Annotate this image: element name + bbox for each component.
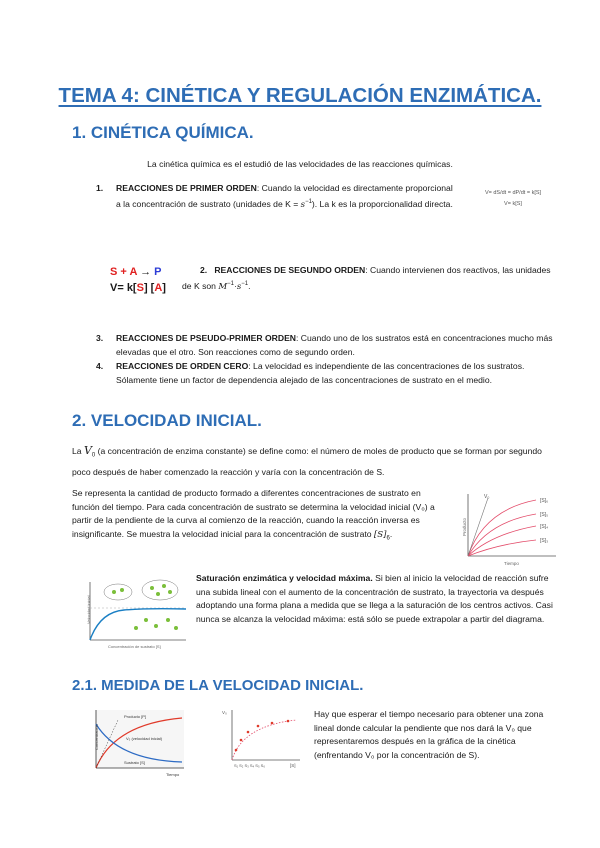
y-axis-label: Producto [462, 517, 467, 536]
first-order-equation-figure: V= dS/dt = dP/dt = k[S] V= k[S] [484, 190, 542, 207]
substrate-dot-icon [154, 624, 158, 628]
data-point [247, 731, 250, 734]
section-heading-cinetica: 1. CINÉTICA QUÍMICA. [72, 123, 254, 142]
v0-definition-paragraph: La $V_0$ (a concentración de enzima constante) se define como: el número de moles de producto que se forman por segundo poco después de haber comenzado la reacción y varía con la concentración de S. [72, 444, 542, 477]
product-vs-time-chart [452, 488, 562, 568]
v0-label: V₀ (velocidad inicial) [126, 736, 163, 741]
concentration-vs-time-chart [84, 706, 188, 778]
data-point [271, 722, 274, 725]
substrate-label: Sustrato [S] [124, 760, 145, 765]
substrate-dot-icon [156, 592, 160, 596]
item-number: 1. [96, 183, 104, 193]
measurement-paragraph: Hay que esperar el tiempo necesario para obtener una zona lineal donde calcular la pendiente que nos dará la V₀ que representaremos después en la gráfica de la cinética (enfrentando V₀ por la concentración de S). [314, 709, 544, 760]
data-point [235, 749, 238, 752]
substrate-dot-icon [168, 590, 172, 594]
data-point [287, 720, 290, 723]
data-point [240, 739, 243, 742]
list-item-segundo-orden [182, 263, 554, 294]
enzyme-bubble-icon [104, 584, 132, 600]
y-axis-label: Velocidad inicial [86, 595, 91, 624]
list-item-orden-cero [96, 359, 558, 387]
curve-label: [S]₆ [540, 498, 549, 504]
item-body: REACCIONES DE PRIMER ORDEN: Cuando la velocidad es directamente proporcional a la concentración de sustrato (unidades de $K = s^{-1}$). La k es la proporcionalidad directa. [116, 183, 453, 210]
x-axis-ticks: S₁ S₂ S₃ S₄ S₅ S₆ [234, 763, 265, 768]
initial-velocity-paragraph: Se representa la cantidad de producto formado a diferentes concentraciones de sustrato en función del tiempo. Para cada concentración de sustrato se determina la velocidad inicial (V₀) a partir de la pendiente de la curva al comienzo de la reacción, cuando la reacción inversa es insignificante. Se muestra la velocidad inicial para la concentración de sustrato $[S]_6$. [72, 488, 435, 542]
substrate-dot-icon [112, 590, 116, 594]
y-axis-label: Concentración [94, 724, 99, 750]
enzyme-bubble-icon [142, 580, 178, 600]
substrate-dot-icon [166, 618, 170, 622]
saturation-diagram [78, 576, 190, 652]
substrate-dot-icon [120, 588, 124, 592]
v0-vs-substrate-chart [222, 706, 304, 772]
substrate-dot-icon [162, 584, 166, 588]
page-title: TEMA 4: CINÉTICA Y REGULACIÓN ENZIMÁTICA. [58, 84, 542, 107]
curve-label: [S]₄ [540, 524, 549, 530]
x-axis-label: [S] [290, 763, 296, 768]
curve-label: [S]₃ [540, 538, 549, 544]
saturation-paragraph: Saturación enzimática y velocidad máxima. Si bien al inicio la velocidad de reacción sufre una subida lineal con el aumento de la concentración de sustrato, la trayectoria va después adoptando una forma plana a medida que se llega a la saturación de los centros activos. Casi nunca se alcanza la velocidad máxima: está sólo se puede extrapolar a partir del diagrama. [196, 573, 553, 624]
saturation-curve [90, 609, 186, 640]
substrate-dot-icon [174, 626, 178, 630]
substrate-dot-icon [144, 618, 148, 622]
curve-label: [S]₅ [540, 512, 549, 518]
subsection-heading-medida: 2.1. MEDIDA DE LA VELOCIDAD INICIAL. [72, 677, 364, 694]
x-axis-label: Tiempo [504, 561, 519, 566]
section-heading-velocidad-inicial: 2. VELOCIDAD INICIAL. [72, 411, 262, 430]
item-body: REACCIONES DE PSEUDO-PRIMER ORDEN: Cuando uno de los sustratos está en concentraciones mucho más elevadas que el otro. Son reacciones como de segundo orden. [116, 333, 553, 357]
intro-paragraph: La cinética química es el estudió de las velocidades de las reacciones químicas. [147, 159, 453, 169]
substrate-dot-icon [134, 626, 138, 630]
x-axis-label: Concentración de sustrato [S] [108, 644, 161, 649]
product-label: Producto [P] [124, 714, 147, 719]
second-order-equation: S + A → P V= k[S] [A] [110, 266, 166, 294]
substrate-dot-icon [150, 586, 154, 590]
item-body: REACCIONES DE ORDEN CERO: La velocidad es independiente de las concentraciones de los sustratos. Sólamente tiene un factor de dependencia alejado de las concentraciones de sustrato en el medio. [116, 361, 525, 385]
item-number: 3. [96, 333, 104, 343]
data-point [257, 725, 260, 728]
v0-label: V₀ [484, 494, 490, 500]
item-number: 4. [96, 361, 104, 371]
y-axis-label: V₀ [222, 710, 227, 715]
item-body: 2. REACCIONES DE SEGUNDO ORDEN: Cuando intervienen dos reactivos, las unidades de K son $M^{-1}\cdot s^{-1}$. [182, 265, 551, 292]
list-item-primer-orden [96, 181, 454, 212]
x-axis-label: Tiempo [166, 772, 180, 777]
list-item-pseudo-primer-orden [96, 331, 558, 359]
